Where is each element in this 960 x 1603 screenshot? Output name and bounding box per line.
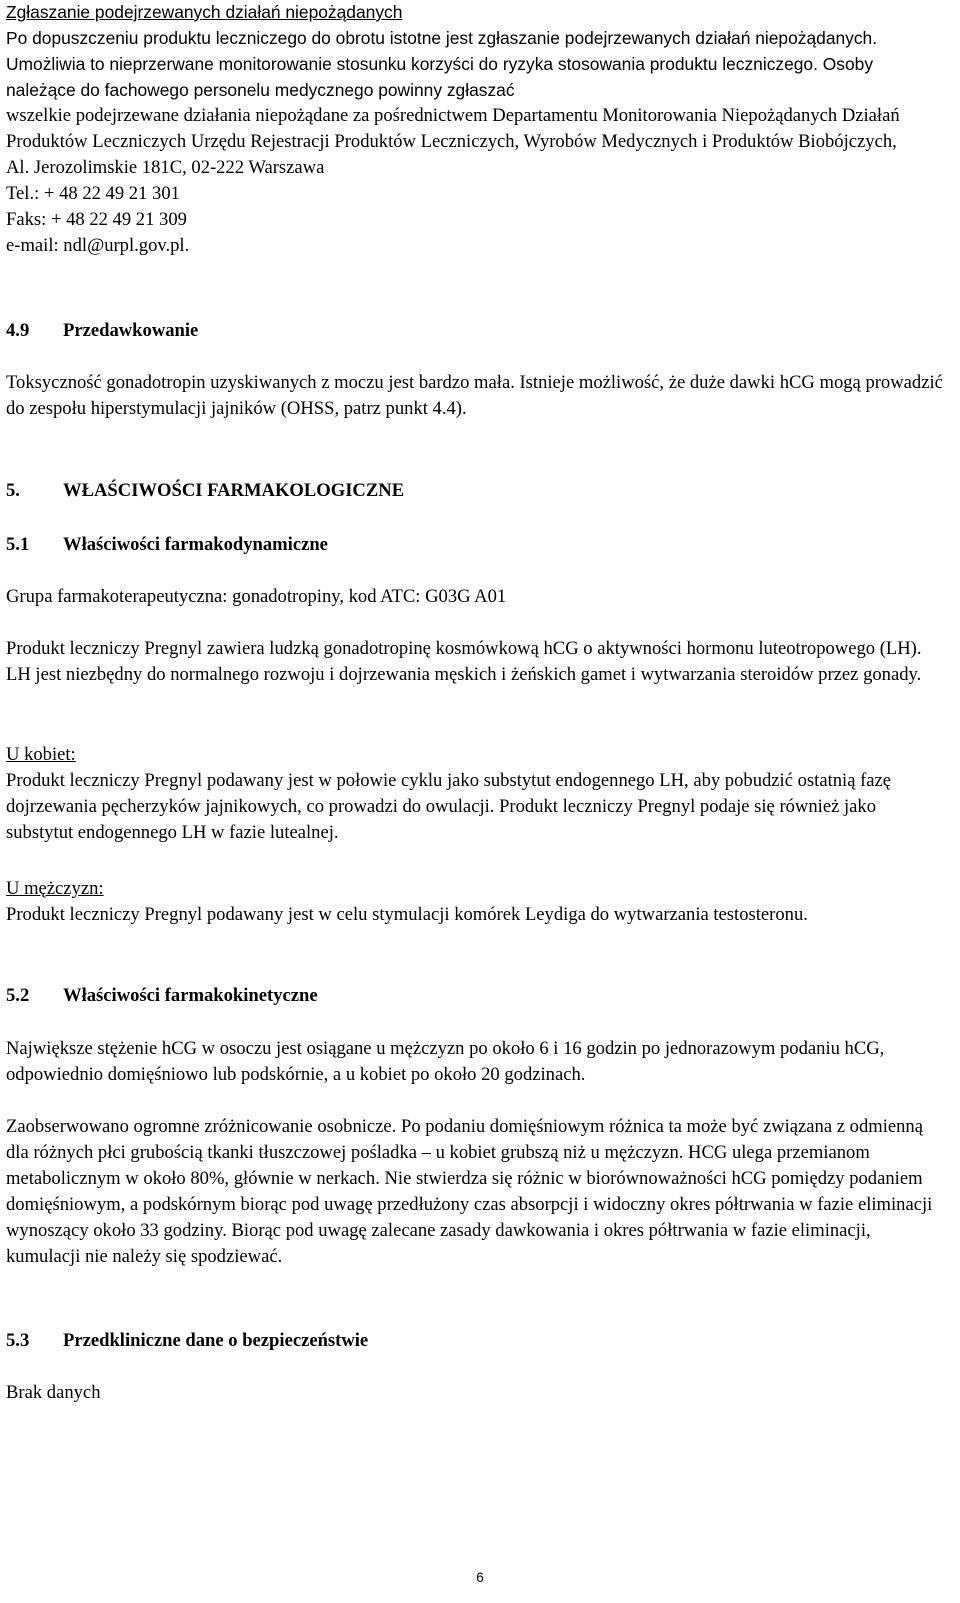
reporting-intro-sans: Po dopuszczeniu produktu leczniczego do obrotu istotne jest zgłaszanie podejrzewanych działań niepożądanych. Umożliwia to nieprzerwane monitorowanie stosunku korzyści do ryzyka stosowania produktu leczniczego. Osoby należące do fachowego personelu medycznego powinny zgłaszać (6, 28, 878, 100)
reporting-intro-serif: wszelkie podejrzewane działania niepożądane za pośrednictwem Departamentu Monitorowania Niepożądanych Działań Produktów Leczniczych Urzędu Rejestracji Produktów Leczniczych, Wyrobów Medycznych i Produktów Biobójczych, (6, 105, 900, 152)
section-5-heading (6, 478, 404, 504)
page-number: 6 (476, 1570, 484, 1585)
section-5-1-heading (6, 532, 328, 558)
adverse-reporting-block (6, 0, 946, 259)
section-title: Właściwości farmakodynamiczne (63, 534, 328, 555)
section-number: 4.9 (6, 320, 30, 341)
overdose-text: Toksyczność gonadotropin uzyskiwanych z moczu jest bardzo mała. Istnieje możliwość, że duże dawki hCG mogą prowadzić do zespołu hiperstymulacji jajników (OHSS, patrz punkt 4.4). (6, 372, 943, 419)
section-title: Przedkliniczne dane o bezpieczeństwie (63, 1330, 369, 1351)
reporting-email: e-mail: ndl@urpl.gov.pl. (6, 235, 190, 256)
women-label: U kobiet: (6, 744, 76, 765)
pharmacokinetics-para-1: Największe stężenie hCG w osoczu jest osiągane u mężczyzn po około 6 i 16 godzin po jednorazowym podaniu hCG, odpowiednio domięśniowo lub podskórnie, a u kobiet po około 20 godzinach. (6, 1038, 885, 1085)
reporting-fax: Faks: + 48 22 49 21 309 (6, 209, 187, 230)
section-4-9-heading (6, 318, 198, 344)
section-5-2-heading (6, 983, 318, 1009)
section-number: 5.3 (6, 1330, 30, 1351)
section-number: 5.1 (6, 534, 30, 555)
men-text: Produkt leczniczy Pregnyl podawany jest w celu stymulacji komórek Leydiga do wytwarzania testosteronu. (6, 904, 808, 925)
section-title: Przedawkowanie (63, 320, 199, 341)
reporting-address: Al. Jerozolimskie 181C, 02-222 Warszawa (6, 157, 325, 178)
section-title: WŁAŚCIWOŚCI FARMAKOLOGICZNE (63, 480, 405, 501)
pharmacokinetics-para-2: Zaobserwowano ogromne zróżnicowanie osobnicze. Po podaniu domięśniowym różnica ta może być związana z odmienną dla różnych płci grubością tkanki tłuszczowej pośladka – u kobiet grubszą niż u mężczyzn. HCG ulega przemianom metabolicznym w około 80%, głównie w nerkach. Nie stwierdza się różnic w biorównoważności hCG pomiędzy podaniem domięśniowym, a podskórnym biorąc pod uwagę przedłużony czas absorpcji i widoczny okres półtrwania w fazie eliminacji wynoszący około 33 godziny. Biorąc pod uwagę zalecane zasady dawkowania i okres półtrwania w fazie eliminacji, kumulacji nie należy się spodziewać. (6, 1116, 933, 1267)
section-title: Właściwości farmakokinetyczne (63, 985, 318, 1006)
reporting-tel: Tel.: + 48 22 49 21 301 (6, 183, 180, 204)
preclinical-text: Brak danych (6, 1382, 101, 1403)
pharmacotherapeutic-group: Grupa farmakoterapeutyczna: gonadotropiny, kod ATC: G03G A01 (6, 586, 507, 607)
pharmacodynamics-text: Produkt leczniczy Pregnyl zawiera ludzką gonadotropinę kosmówkową hCG o aktywności hormonu luteotropowego (LH). LH jest niezbędny do normalnego rozwoju i dojrzewania męskich i żeńskich gamet i wytwarzania steroidów przez gonady. (6, 638, 922, 685)
section-5-3-heading (6, 1328, 368, 1354)
women-text: Produkt leczniczy Pregnyl podawany jest w połowie cyklu jako substytut endogennego LH, aby pobudzić ostatnią fazę dojrzewania pęcherzyków jajnikowych, co prowadzi do owulacji. Produkt leczniczy Pregnyl podaje się również jako substytut endogennego LH w fazie lutealnej. (6, 770, 892, 843)
men-label: U mężczyzn: (6, 878, 104, 899)
reporting-title: Zgłaszanie podejrzewanych działań niepożądanych (6, 2, 403, 22)
section-number: 5. (6, 480, 20, 501)
section-number: 5.2 (6, 985, 30, 1006)
